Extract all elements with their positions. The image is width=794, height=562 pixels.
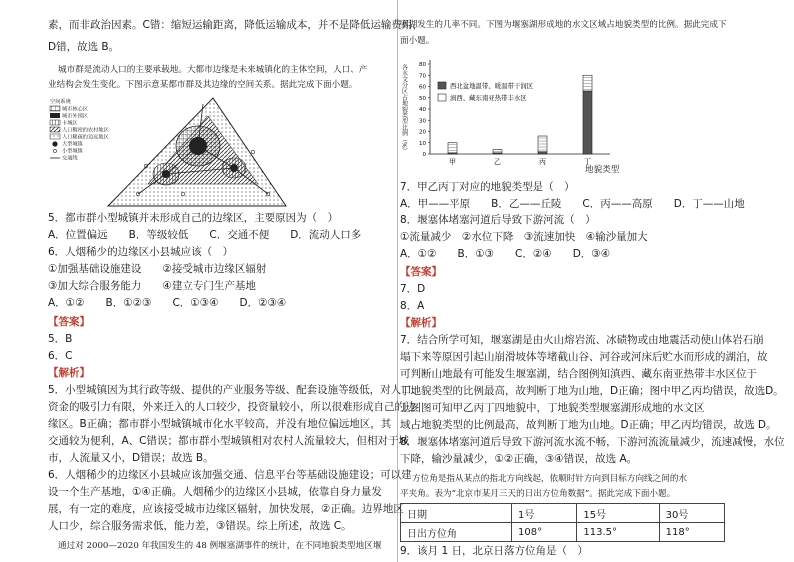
y-tick-label: 60 bbox=[419, 84, 426, 91]
region-triangle bbox=[108, 98, 286, 206]
legend-label: 滇西、藏东南亚热带丰水区 bbox=[450, 94, 527, 102]
answer-tag: 【答案】 bbox=[48, 316, 90, 328]
text-line: D错，故选 B。 bbox=[48, 41, 120, 53]
table-header: 15号 bbox=[577, 504, 659, 523]
y-tick-label: 30 bbox=[419, 118, 426, 125]
table-row-label: 日出方位角 bbox=[401, 523, 512, 542]
svg-text:交通线: 交通线 bbox=[62, 155, 78, 162]
explanation-line: 域占地貌类型的比例最高，故判断丁地为山地。D正确；甲乙丙均错误，故选 D。 bbox=[400, 419, 777, 431]
question-8: 8．堰塞体堵塞河道后导致下游河流（ ） bbox=[400, 214, 596, 226]
table-row bbox=[401, 523, 725, 542]
chart-y-axis bbox=[419, 60, 610, 158]
explanation-line: 7．结合所学可知，堰塞湖是由火山熔岩流、冰碛物或由地震活动使山体岩石崩 bbox=[400, 334, 764, 346]
question-6: 6．人烟稀少的边缘区小县城应该（ ） bbox=[48, 246, 234, 258]
question-8-statements: ①流量减少 ②水位下降 ③流速加快 ④输沙量加大 bbox=[400, 231, 648, 243]
y-tick-label: 0 bbox=[422, 152, 426, 158]
explanation-line: 下降，输沙量减少，①②正确，③④错误，故选 A。 bbox=[400, 453, 638, 465]
explanation-line: 交通较为便利，A、C错误；都市群小型城镇相对农村人流量较大，但相对于城 bbox=[48, 435, 410, 447]
bar-segment bbox=[538, 152, 547, 154]
explanation-line: 塌下来等原因引起山崩滑坡体等堵截山谷、河谷或河床后贮水而形成的湖泊，故 bbox=[400, 351, 768, 363]
svg-text:人口稠密的农村地区: 人口稠密的农村地区 bbox=[62, 127, 109, 134]
chart-ylabel: 各水文分区占地貌类型比例（%） bbox=[400, 64, 408, 154]
explanation-line: 人口少，综合服务需求低，能力差，③错误。综上所述，故选 C。 bbox=[48, 520, 352, 532]
explanation-tag: 【解析】 bbox=[400, 317, 442, 329]
answer-7: 7．D bbox=[400, 283, 426, 295]
intro-text: 城市群是流动人口的主要承载地。大都市边缘是未来城镇化的主体空间，人口、产 bbox=[58, 65, 368, 75]
legend-swatch bbox=[438, 82, 446, 89]
explanation-line: 上图图可知甲乙丙丁四地貌中，丁地貌类型堰塞湖形成地的水文区 bbox=[400, 402, 705, 414]
explanation-line: 市，人流量又小，D错误；故选 B。 bbox=[48, 452, 214, 464]
text-line: 素，而非政治因素。C错：缩短运输距离，降低运输成本，并不是降低运输费用， bbox=[48, 19, 423, 31]
landform-chart bbox=[400, 50, 630, 178]
answer-8: 8．A bbox=[400, 300, 425, 312]
table-cell: 108° bbox=[512, 523, 577, 542]
table-row bbox=[401, 504, 725, 523]
y-tick-label: 70 bbox=[419, 73, 426, 80]
answer-6: 6．C bbox=[48, 350, 73, 362]
intro-text: 面小题。 bbox=[400, 36, 435, 46]
explanation-line: 丁地貌类型的比例最高，故判断丁地为山地，D正确；图中甲乙丙均错误，故选D。 bbox=[400, 385, 784, 397]
chart-xlabel: 地貌类型 bbox=[585, 165, 620, 175]
chart-x-axis bbox=[449, 158, 591, 166]
svg-text:大型城镇: 大型城镇 bbox=[62, 141, 83, 148]
explanation-line: 6．人烟稀少的边缘区小县城应该加强交通、信息平台等基础设施建设；可以建 bbox=[48, 469, 412, 481]
y-tick-label: 20 bbox=[419, 129, 426, 136]
bar-segment bbox=[583, 91, 592, 154]
y-tick-label: 50 bbox=[419, 95, 426, 102]
x-category-label: 甲 bbox=[449, 158, 456, 166]
explanation-line: 5．小型城镇因为其行政等级、提供的产业服务等级、配套设施等级低，对人口、 bbox=[48, 384, 423, 396]
intro-text: 通过对 2000—2020 年我国发生的 48 例堰塞湖事件的统计，在不同地貌类型地区堰 bbox=[58, 541, 382, 551]
bar-segment bbox=[493, 150, 502, 153]
svg-text:小型城镇: 小型城镇 bbox=[62, 148, 83, 155]
intro-text: 平夹角。表为“北京市某月三天的日出方位角数据”。据此完成下面小题。 bbox=[400, 489, 676, 499]
question-5: 5．都市群小型城镇并未形成自己的边缘区，主要原因为（ ） bbox=[48, 212, 339, 224]
table-cell: 113.5° bbox=[577, 523, 659, 542]
intro-text: 方位角是指从某点的指北方向线起，依顺时针方向到目标方向线之间的水 bbox=[412, 474, 688, 484]
diagram-legend bbox=[50, 97, 109, 162]
chart-legend bbox=[438, 81, 534, 102]
legend-label: 西北盆地温带、暖温带干润区 bbox=[450, 82, 534, 90]
question-6-statements: ③加大综合服务能力 ④建立专门生产基地 bbox=[48, 280, 256, 292]
question-9: 9．该月 1 日，北京日落方位角是（ ） bbox=[400, 545, 589, 557]
question-5-options: A．位置偏远 B．等级较低 C．交通不便 D．流动人口多 bbox=[48, 229, 362, 241]
svg-text:卡城区: 卡城区 bbox=[62, 120, 78, 127]
question-7: 7．甲乙丙丁对应的地貌类型是（ ） bbox=[400, 181, 575, 193]
answer-5: 5．B bbox=[48, 333, 73, 345]
svg-text:城市外围区: 城市外围区 bbox=[62, 113, 88, 120]
y-tick-label: 10 bbox=[419, 140, 426, 147]
explanation-tag: 【解析】 bbox=[48, 367, 90, 379]
explanation-line: 缘区。B正确；都市群小型城镇城市化水平较高，并没有地位偏远地区，其 bbox=[48, 418, 392, 430]
table-header: 1号 bbox=[512, 504, 577, 523]
answer-tag: 【答案】 bbox=[400, 266, 442, 278]
explanation-line: 资金的吸引力有限，外来迁入的人口较少，投资量较小，所以很难形成自己的边 bbox=[48, 401, 416, 413]
table-cell: 118° bbox=[659, 523, 724, 542]
legend-title: 空间系统 bbox=[50, 99, 71, 105]
question-6-statements: ①加强基础设施建设 ②接受城市边缘区辐射 bbox=[48, 263, 267, 275]
intro-text: 业结构会发生变化。下图示意某都市群及其边缘的空间关系。据此完成下面小题。 bbox=[48, 80, 358, 90]
explanation-line: 可判断山地最有可能发生堰塞湖，结合图例知滇西、藏东南亚热带丰水区位于 bbox=[400, 368, 757, 380]
legend-swatch bbox=[438, 94, 446, 101]
table-header: 日期 bbox=[401, 504, 512, 523]
x-category-label: 丁 bbox=[584, 158, 591, 166]
sunrise-azimuth-table bbox=[400, 503, 725, 542]
question-8-options: A．①② B．①③ C．②④ D．③④ bbox=[400, 248, 611, 260]
explanation-line: 设一个生产基地，①④正确。人烟稀少的边缘区小县城，依靠自身力量发 bbox=[48, 486, 382, 498]
explanation-line: 8．堰塞体堵塞河道后导致下游河流水流不畅，下游河流流量减少，流速减慢，水位 bbox=[400, 436, 785, 448]
explanation-line: 展，有一定的难度，应该接受城市边缘区辐射，加快发展，②正确。边界地区 bbox=[48, 503, 404, 515]
svg-text:城市核心区: 城市核心区 bbox=[62, 106, 88, 113]
question-7-options: A．甲——平原 B．乙——丘陵 C．丙——高原 D．丁——山地 bbox=[400, 198, 745, 210]
x-category-label: 乙 bbox=[494, 158, 501, 166]
svg-text:人口稀疏的边远地区: 人口稀疏的边远地区 bbox=[62, 134, 109, 141]
intro-text: 塞湖发生的几率不同。下图为堰塞湖形成地的水文区域占地貌类型的比例。据此完成下 bbox=[400, 20, 727, 30]
y-tick-label: 40 bbox=[419, 107, 426, 113]
question-6-options: A．①② B．①②③ C．①③④ D．②③④ bbox=[48, 297, 287, 309]
x-category-label: 丙 bbox=[539, 158, 546, 166]
y-tick-label: 80 bbox=[419, 62, 426, 68]
table-header: 30号 bbox=[659, 504, 724, 523]
urban-region-diagram bbox=[48, 94, 293, 209]
